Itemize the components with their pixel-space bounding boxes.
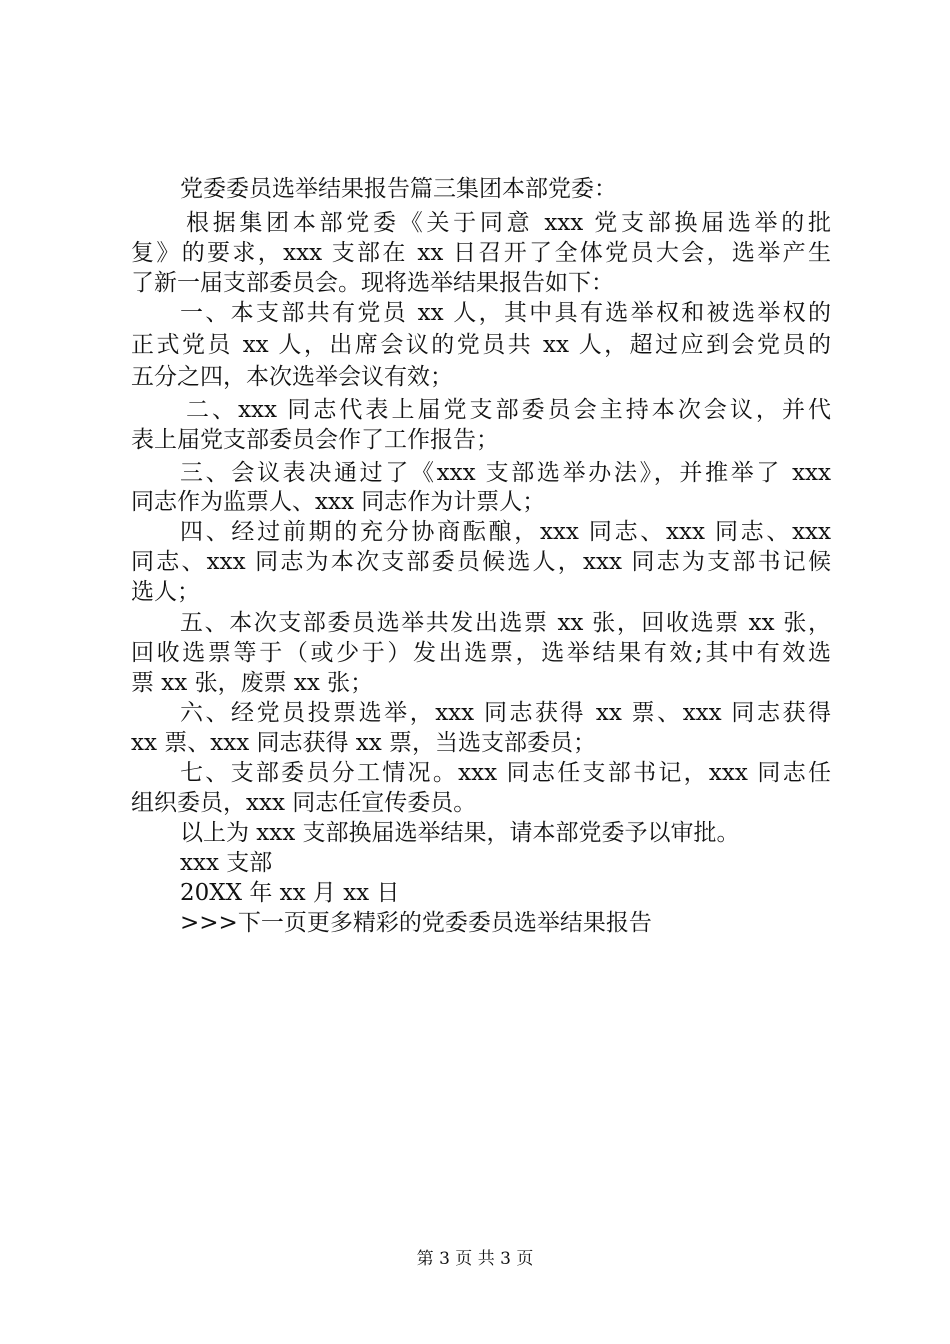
signature-branch: xxx 支部: [180, 850, 273, 876]
paragraph-line: 正式党员 xx 人，出席会议的党员共 xx 人，超过应到会党员的: [131, 332, 831, 358]
paragraph-line: 回收选票等于（或少于）发出选票，选举结果有效;其中有效选: [131, 640, 831, 666]
item-six-line: 六、经党员投票选举，xxx 同志获得 xx 票、xxx 同志获得: [180, 700, 831, 726]
item-three-line: 三、会议表决通过了《xxx 支部选举办法》，并推举了 xxx: [180, 460, 831, 486]
paragraph-line: 根据集团本部党委《关于同意 xxx 党支部换届选举的批: [186, 210, 831, 236]
paragraph-line: 组织委员，xxx 同志任宣传委员。: [131, 790, 477, 816]
item-four-line: 四、经过前期的充分协商酝酿，xxx 同志、xxx 同志、xxx: [180, 519, 831, 545]
next-page-link[interactable]: >>>下一页更多精彩的党委委员选举结果报告: [180, 910, 652, 936]
paragraph-line: 票 xx 张，废票 xx 张；: [131, 670, 374, 696]
paragraph-line: 五分之四，本次选举会议有效；: [131, 364, 453, 390]
signature-date: 20XX 年 xx 月 xx 日: [180, 880, 400, 906]
paragraph-line: 复》的要求，xxx 支部在 xx 日召开了全体党员大会，选举产生: [131, 240, 831, 266]
item-five-line: 五、本次支部委员选举共发出选票 xx 张，回收选票 xx 张，: [180, 610, 831, 636]
paragraph-line: 选人；: [131, 579, 200, 605]
paragraph-line: 了新一届支部委员会。现将选举结果报告如下：: [131, 270, 614, 296]
report-heading-line: 党委委员选举结果报告篇三集团本部党委：: [180, 176, 617, 202]
closing-line: 以上为 xxx 支部换届选举结果，请本部党委予以审批。: [180, 820, 740, 846]
paragraph-line: xx 票、xxx 同志获得 xx 票，当选支部委员；: [131, 730, 597, 756]
item-seven-line: 七、支部委员分工情况。xxx 同志任支部书记，xxx 同志任: [180, 760, 831, 786]
paragraph-line: 表上届党支部委员会作了工作报告；: [131, 427, 499, 453]
item-one-line: 一、本支部共有党员 xx 人，其中具有选举权和被选举权的: [180, 300, 831, 326]
paragraph-line: 同志作为监票人、xxx 同志作为计票人；: [131, 489, 546, 515]
paragraph-line: 同志、xxx 同志为本次支部委员候选人，xxx 同志为支部书记候: [131, 549, 831, 575]
item-two-line: 二、xxx 同志代表上届党支部委员会主持本次会议，并代: [186, 397, 831, 423]
page-number-footer: 第 3 页 共 3 页: [416, 1249, 534, 1269]
